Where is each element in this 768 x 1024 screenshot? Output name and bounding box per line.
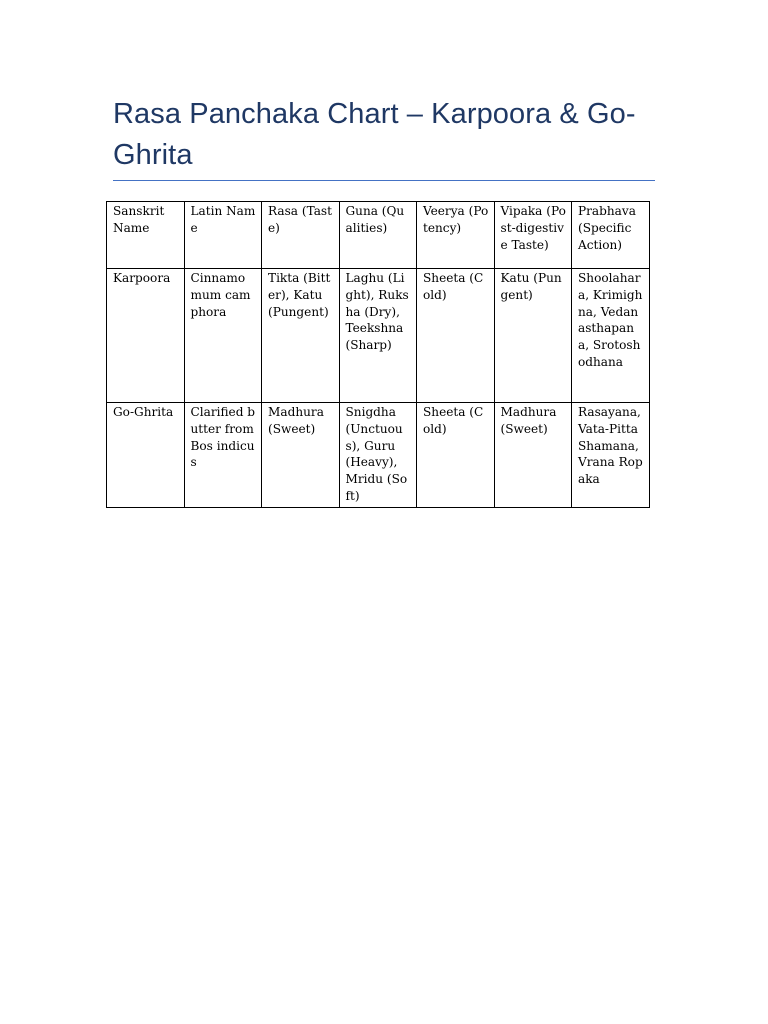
cell-guna: Laghu (Light), Ruksha (Dry), Teekshna (Sharp): [339, 269, 417, 403]
cell-vipaka: Katu (Pungent): [494, 269, 572, 403]
cell-guna: Snigdha (Unctuous), Guru (Heavy), Mridu (Soft): [339, 403, 417, 508]
cell-veerya: Sheeta (Cold): [417, 269, 495, 403]
rasa-panchaka-table: [106, 201, 650, 508]
cell-vipaka: Madhura (Sweet): [494, 403, 572, 508]
header-cell-guna: Guna (Qualities): [339, 202, 417, 269]
cell-rasa: Tikta (Bitter), Katu (Pungent): [262, 269, 340, 403]
cell-latin-name: Clarified butter from Bos indicus: [184, 403, 262, 508]
cell-veerya: Sheeta (Cold): [417, 403, 495, 508]
cell-sanskrit-name: Karpoora: [107, 269, 185, 403]
header-cell-rasa: Rasa (Taste): [262, 202, 340, 269]
header-cell-prabhava: Prabhava (Specific Action): [572, 202, 650, 269]
header-cell-sanskrit-name: Sanskrit Name: [107, 202, 185, 269]
cell-prabhava: Rasayana, Vata-Pitta Shamana, Vrana Ropaka: [572, 403, 650, 508]
table-header-row: [107, 202, 650, 269]
table-row: [107, 269, 650, 403]
cell-latin-name: Cinnamomum camphora: [184, 269, 262, 403]
header-cell-veerya: Veerya (Potency): [417, 202, 495, 269]
cell-rasa: Madhura (Sweet): [262, 403, 340, 508]
table-row: [107, 403, 650, 508]
cell-prabhava: Shoolahara, Krimighna, Vedanasthapana, Srotoshodhana: [572, 269, 650, 403]
header-cell-vipaka: Vipaka (Post-digestive Taste): [494, 202, 572, 269]
title-underline-divider: [113, 180, 655, 181]
page-title: Rasa Panchaka Chart – Karpoora & Go-Ghrita: [113, 98, 636, 171]
cell-sanskrit-name: Go-Ghrita: [107, 403, 185, 508]
header-cell-latin-name: Latin Name: [184, 202, 262, 269]
